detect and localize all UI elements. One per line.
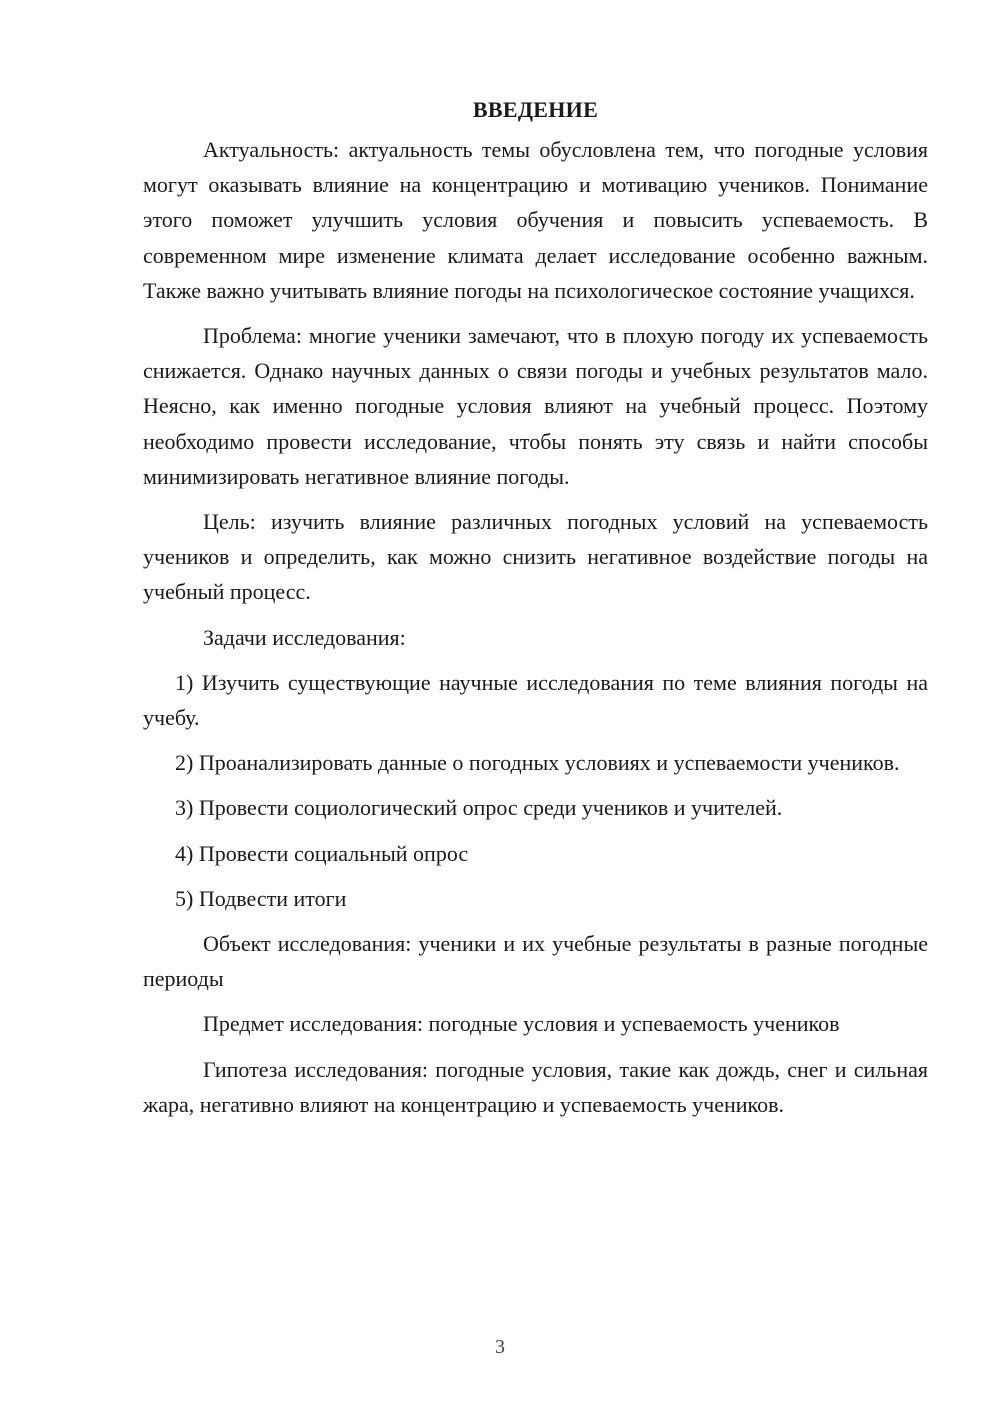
document-page: [143, 92, 928, 1132]
subject-paragraph: Предмет исследования: погодные условия и успеваемость учеников: [203, 1011, 840, 1037]
task-item-3: 3) Провести социологический опрос среди учеников и учителей.: [175, 795, 783, 821]
hypothesis-paragraph: Гипотеза исследования: погодные условия, такие как дождь, снег и сильная жара, негативно влияют на концентрацию и успеваемость учеников.: [143, 1056, 928, 1117]
tasks-heading: Задачи исследования:: [203, 624, 406, 650]
relevance-paragraph: Актуальность: актуальность темы обусловлена тем, что погодные условия могут оказывать влияние на концентрацию и мотивацию учеников. Понимание этого поможет улучшить условия обучения и повысить успеваемость. В современном мире изменение климата делает исследование особенно важным. Также важно учитывать влияние погоды на психологическое состояние учащихся.: [143, 137, 928, 303]
task-item-5: 5) Подвести итоги: [175, 885, 347, 911]
task-item-1: 1) Изучить существующие научные исследования по теме влияния погоды на учебу.: [143, 669, 928, 731]
goal-paragraph: Цель: изучить влияние различных погодных условий на успеваемость учеников и определить, как можно снизить негативное воздействие погоды на учебный процесс.: [143, 509, 928, 605]
task-item-4: 4) Провести социальный опрос: [175, 840, 469, 866]
page-title: ВВЕДЕНИЕ: [472, 97, 599, 122]
page-number: 3: [495, 1336, 505, 1358]
object-paragraph: Объект исследования: ученики и их учебные результаты в разные погодные периоды: [143, 931, 928, 992]
task-item-2: 2) Проанализировать данные о погодных условиях и успеваемости учеников.: [175, 750, 900, 776]
problem-paragraph: Проблема: многие ученики замечают, что в плохую погоду их успеваемость снижается. Однако научных данных о связи погоды и учебных результатов мало. Неясно, как именно погодные условия влияют на учебный процесс. Поэтому необходимо провести исследование, чтобы понять эту связь и найти способы минимизировать негативное влияние погоды.: [143, 323, 928, 489]
